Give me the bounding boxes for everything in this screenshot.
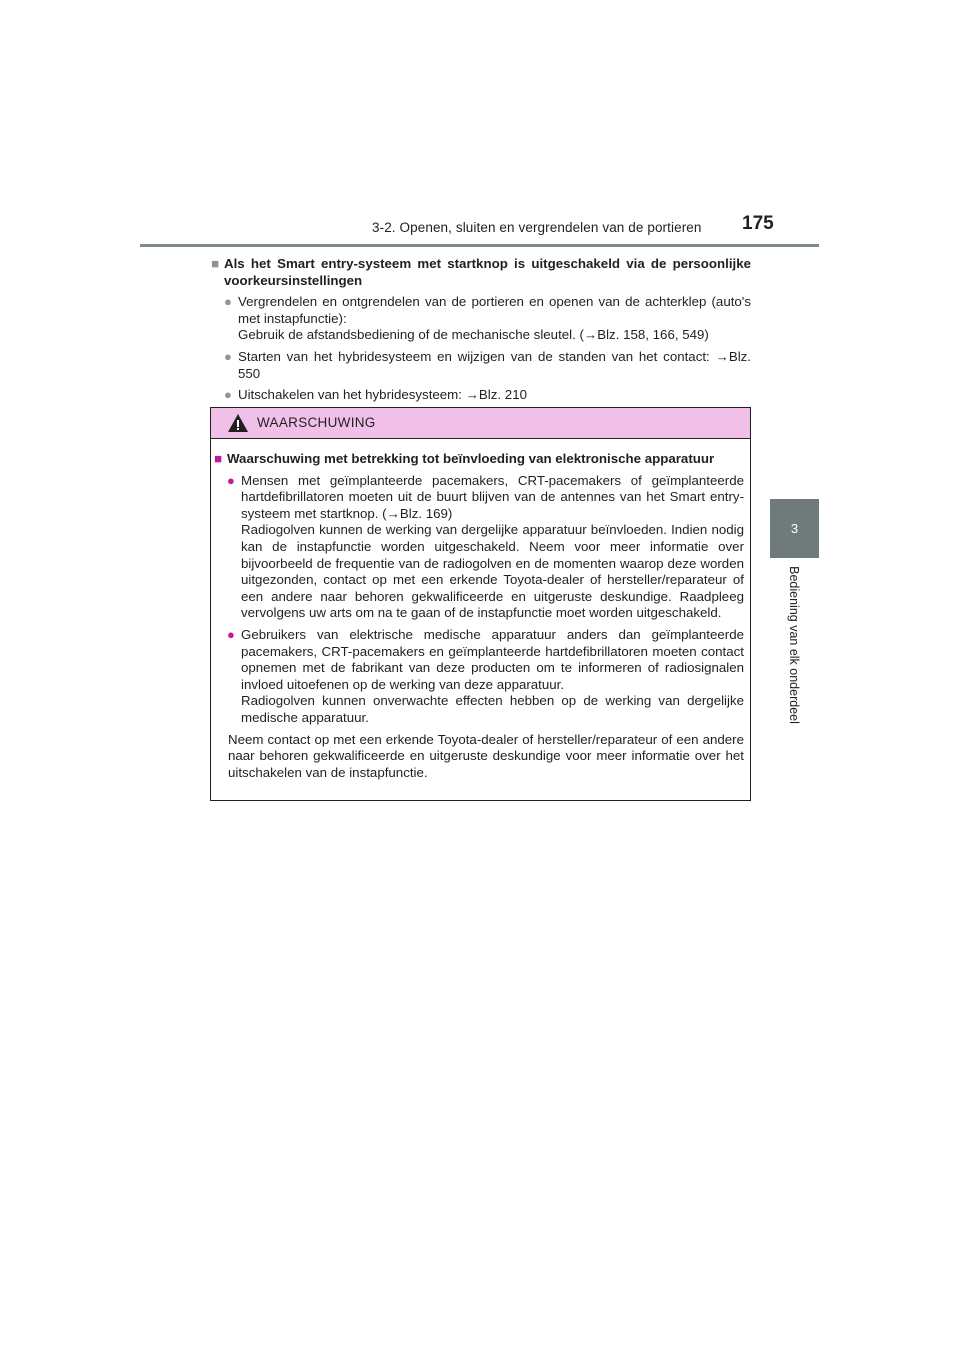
list-item-paragraph: Gebruikers van elektrische medische apparatuur anders dan geïmplanteerde pacemakers, CRT-pacemakers en geïmplanteerde hartdefibrillatoren moeten contact opnemen met de fabrikant van deze producten om te informeren of radiosignalen invloed uitoefenen op de werking van deze apparatuur. (241, 626, 744, 692)
warning-note (214, 732, 744, 782)
section-heading-text: Als het Smart entry-systeem met startknop is uitgeschakeld via de persoonlijke voorkeursinstellingen (224, 256, 751, 288)
list-item (211, 349, 751, 382)
circle-bullet-icon: ● (224, 348, 232, 364)
warning-header (211, 408, 750, 439)
list-item-paragraph: Mensen met geïmplanteerde pacemakers, CRT-pacemakers of geïmplanteerde hartdefibrillatoren moeten uit de buurt blijven van de antennes van het Smart entry-systeem met startknop. (→Blz. 169) (241, 472, 744, 521)
list-item-text (241, 627, 744, 727)
list-item-text (241, 473, 744, 622)
warning-note-text: Neem contact op met een erkende Toyota-dealer of hersteller/reparateur of een andere naar behoren gekwalificeerde en uitgeruste deskundige voor meer informatie over het uitschakelen van de instapfunctie. (228, 731, 744, 780)
list-item (211, 294, 751, 344)
list-item-paragraph: Radiogolven kunnen onverwachte effecten hebben op de werking van dergelijke medische apparatuur. (241, 693, 744, 725)
header-rule (140, 244, 819, 247)
list-item (211, 387, 751, 404)
section-heading (211, 256, 751, 289)
list-item (214, 627, 744, 727)
square-icon: ■ (211, 256, 220, 271)
square-icon: ■ (214, 451, 223, 466)
chapter-tab: 3 (770, 499, 819, 558)
circle-bullet-icon: ● (224, 294, 232, 310)
list-item-text (238, 294, 751, 344)
warning-box (210, 407, 751, 801)
warning-title: WAARSCHUWING (257, 415, 376, 430)
list-item-line: Starten van het hybridesysteem en wijzigen van de standen van het contact: →Blz. 550 (238, 348, 751, 381)
list-item-line: Uitschakelen van het hybridesysteem: →Blz. 210 (238, 387, 527, 403)
warning-heading-text: Waarschuwing met betrekking tot beïnvloeding van elektronische apparatuur (227, 451, 715, 466)
circle-bullet-icon: ● (227, 626, 235, 642)
list-item-line: Gebruik de afstandsbediening of de mechanische sleutel. (→Blz. 158, 166, 549) (238, 327, 709, 343)
list-item-paragraph: Radiogolven kunnen de werking van dergelijke apparatuur beïnvloeden. Indien nodig kan de instapfunctie worden uitgeschakeld. Neem voor meer informatie over bijvoorbeeld de frequentie van de radiogolven en de momenten waarop deze worden uitgezonden, contact op met een erkende Toyota-dealer of hersteller/reparateur of een andere naar behoren gekwalificeerde en uitgeruste deskundige. Raadpleeg vervolgens uw arts om na te gaan of de instapfunctie moet worden uitgeschakeld. (241, 522, 744, 621)
page-number: 175 (742, 213, 774, 234)
list-item-text (238, 349, 751, 382)
running-header: 3-2. Openen, sluiten en vergrendelen van de portieren (372, 220, 702, 235)
warning-body (211, 439, 750, 781)
warning-heading (214, 451, 744, 468)
circle-bullet-icon: ● (224, 387, 232, 403)
circle-bullet-icon: ● (227, 472, 235, 488)
list-item-line: Vergrendelen en ontgrendelen van de portieren en openen van de achterklep (auto's met instapfunctie): (238, 294, 751, 326)
list-item (214, 473, 744, 622)
list-item-text (238, 387, 751, 404)
main-section (211, 256, 751, 404)
warning-triangle-icon (227, 413, 249, 438)
chapter-label: Bediening van elk onderdeel (787, 566, 801, 724)
